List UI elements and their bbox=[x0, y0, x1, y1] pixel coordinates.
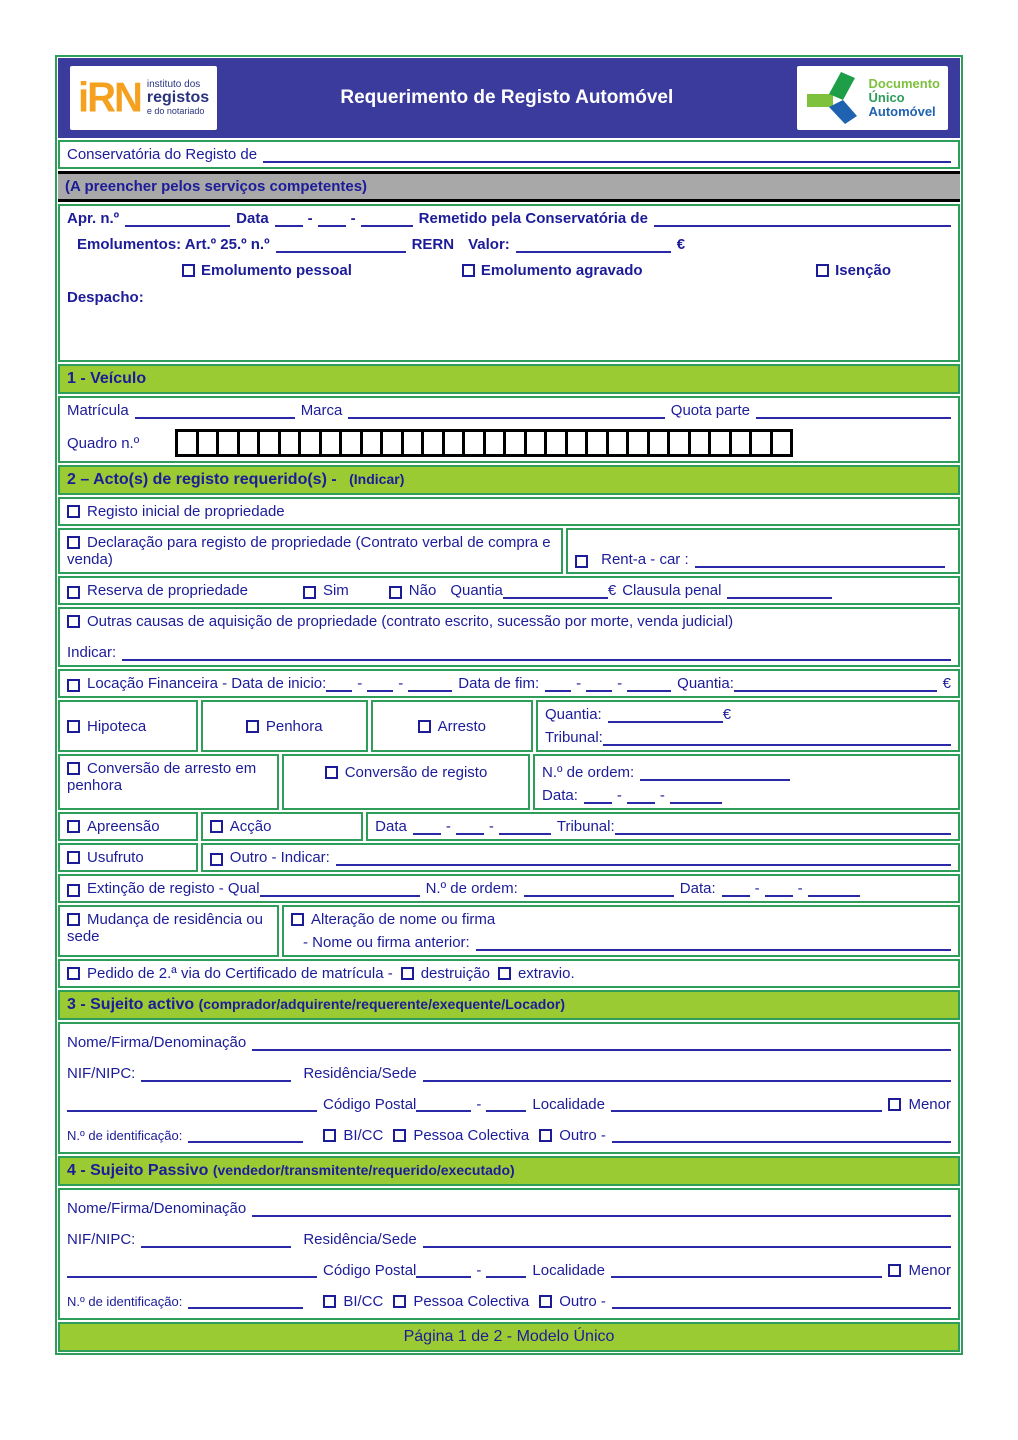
quadro-cell[interactable] bbox=[178, 432, 196, 454]
quadro-cell[interactable] bbox=[342, 432, 360, 454]
services-bar: (A preencher pelos serviços competentes) bbox=[58, 171, 960, 202]
hipoteca-tribunal-field[interactable] bbox=[603, 731, 951, 746]
destruicao-checkbox[interactable] bbox=[401, 967, 414, 980]
section1-title: 1 - Veículo bbox=[67, 370, 147, 387]
euro-sign: € bbox=[722, 706, 732, 723]
registo-inicial-row bbox=[58, 497, 960, 526]
hipoteca-row bbox=[58, 700, 960, 752]
emolumentos-num-field[interactable] bbox=[276, 238, 406, 253]
num-ordem-field[interactable] bbox=[640, 766, 790, 781]
quadro-cell[interactable] bbox=[424, 432, 442, 454]
passivo-bicc-checkbox[interactable] bbox=[323, 1295, 336, 1308]
extincao-data-ano-field[interactable] bbox=[808, 882, 860, 897]
quadro-cell[interactable] bbox=[219, 432, 237, 454]
outro-cell bbox=[201, 843, 960, 872]
reserva-quantia-label: Quantia bbox=[450, 582, 503, 599]
conservatoria-field[interactable] bbox=[263, 148, 951, 163]
activo-outro-label: Outro - bbox=[559, 1127, 606, 1144]
declaracao-label: Declaração para registo de propriedade (Contrato verbal de compra e venda) bbox=[67, 534, 551, 568]
num-ordem-label: N.º de ordem: bbox=[542, 764, 635, 781]
activo-nome-label: Nome/Firma/Denominação bbox=[67, 1034, 247, 1051]
passivo-outro-checkbox[interactable] bbox=[539, 1295, 552, 1308]
sujeito-passivo-box bbox=[58, 1188, 960, 1320]
alteracao-cell bbox=[282, 905, 960, 957]
reserva-row bbox=[58, 576, 960, 605]
dua-logo-text bbox=[869, 77, 941, 120]
dash: - bbox=[398, 675, 404, 692]
extincao-data-label: Data: bbox=[679, 880, 716, 897]
emolumento-pessoal-label: Emolumento pessoal bbox=[201, 262, 352, 279]
alteracao-checkbox[interactable] bbox=[291, 913, 304, 926]
sujeito-activo-box bbox=[58, 1022, 960, 1154]
conversao-registo-label: Conversão de registo bbox=[344, 764, 488, 781]
quadro-grid bbox=[175, 429, 793, 457]
outras-causas-checkbox[interactable] bbox=[67, 615, 80, 628]
section2-note: (Indicar) bbox=[349, 471, 405, 487]
quota-parte-field[interactable] bbox=[756, 404, 951, 419]
extravio-label: extravio. bbox=[517, 965, 575, 982]
conversao-data-ano-field[interactable] bbox=[670, 789, 722, 804]
hipoteca-checkbox[interactable] bbox=[67, 720, 80, 733]
rentacar-field[interactable] bbox=[695, 553, 945, 568]
passivo-cp1-field[interactable] bbox=[416, 1263, 471, 1278]
accao-label: Acção bbox=[229, 818, 272, 835]
extincao-num-ordem-field[interactable] bbox=[524, 882, 674, 897]
hipoteca-label: Hipoteca bbox=[87, 717, 147, 735]
activo-menor-checkbox[interactable] bbox=[888, 1098, 901, 1111]
extincao-data-dia-field[interactable] bbox=[722, 882, 750, 897]
despacho-label: Despacho: bbox=[67, 289, 144, 306]
reserva-checkbox[interactable] bbox=[67, 586, 80, 599]
passivo-outro-field[interactable] bbox=[612, 1294, 951, 1309]
dash: - bbox=[445, 818, 451, 835]
passivo-nif-field[interactable] bbox=[141, 1233, 291, 1248]
passivo-cp2-field[interactable] bbox=[486, 1263, 526, 1278]
irn-logo bbox=[70, 66, 217, 130]
apreensao-checkbox[interactable] bbox=[67, 820, 80, 833]
section2-header bbox=[58, 465, 960, 495]
apr-label: Apr. n.º bbox=[67, 210, 120, 227]
quadro-cell[interactable] bbox=[506, 432, 524, 454]
pedido-2via-checkbox[interactable] bbox=[67, 967, 80, 980]
conservatoria-label: Conservatória do Registo de bbox=[67, 146, 258, 163]
accao-checkbox[interactable] bbox=[210, 820, 223, 833]
locacao-fim-dia-field[interactable] bbox=[545, 677, 571, 692]
passivo-nif-label: NIF/NIPC: bbox=[67, 1231, 136, 1248]
quadro-cell[interactable] bbox=[240, 432, 258, 454]
emolumento-pessoal-checkbox[interactable] bbox=[182, 264, 195, 277]
clausula-field[interactable] bbox=[727, 584, 832, 599]
dash: - bbox=[307, 210, 313, 227]
reserva-label: Reserva de propriedade bbox=[87, 582, 248, 599]
activo-cp2-field[interactable] bbox=[486, 1097, 526, 1112]
activo-residencia2-field[interactable] bbox=[67, 1097, 317, 1112]
dua-road-icon bbox=[805, 70, 863, 126]
euro-sign: € bbox=[607, 582, 617, 599]
irn-logo-line2: registos bbox=[146, 89, 210, 107]
quadro-cell[interactable] bbox=[629, 432, 647, 454]
quadro-cell[interactable] bbox=[383, 432, 401, 454]
apreensao-tribunal-label: Tribunal: bbox=[556, 818, 615, 835]
quadro-cell[interactable] bbox=[732, 432, 750, 454]
valor-label: Valor: bbox=[468, 236, 510, 253]
dash: - bbox=[576, 675, 582, 692]
indicar-field[interactable] bbox=[122, 646, 951, 661]
hipoteca-quantia-field[interactable] bbox=[608, 708, 723, 723]
nome-anterior-field[interactable] bbox=[476, 936, 951, 951]
apreensao-cell bbox=[58, 812, 198, 841]
activo-nif-field[interactable] bbox=[141, 1067, 291, 1082]
form-frame bbox=[55, 55, 963, 1355]
quadro-cell[interactable] bbox=[711, 432, 729, 454]
marca-field[interactable] bbox=[348, 404, 664, 419]
veiculo-box bbox=[58, 396, 960, 463]
irn-logo-line3: e do notariado bbox=[146, 105, 205, 116]
alteracao-label: Alteração de nome ou firma bbox=[310, 911, 496, 928]
mudanca-label: Mudança de residência ou sede bbox=[67, 911, 263, 945]
quadro-cell[interactable] bbox=[650, 432, 668, 454]
apreensao-data-mes-field[interactable] bbox=[456, 820, 484, 835]
data-month-field[interactable] bbox=[318, 212, 346, 227]
quadro-cell[interactable] bbox=[301, 432, 319, 454]
form-title: Requerimento de Registo Automóvel bbox=[340, 87, 674, 108]
quadro-cell[interactable] bbox=[281, 432, 299, 454]
passivo-menor-checkbox[interactable] bbox=[888, 1264, 901, 1277]
quadro-cell[interactable] bbox=[609, 432, 627, 454]
outras-causas-row bbox=[58, 607, 960, 667]
passivo-residencia-label: Residência/Sede bbox=[303, 1231, 417, 1248]
apreensao-label: Apreensão bbox=[87, 818, 160, 835]
dash: - bbox=[357, 675, 363, 692]
emolumentos-label: Emolumentos: Art.º 25.º n.º bbox=[77, 236, 270, 253]
passivo-pessoa-label: Pessoa Colectiva bbox=[413, 1293, 530, 1310]
quadro-cell[interactable] bbox=[322, 432, 340, 454]
section3-title: 3 - Sujeito activo bbox=[67, 996, 195, 1013]
dash: - bbox=[476, 1262, 482, 1279]
quadro-cell[interactable] bbox=[445, 432, 463, 454]
extincao-qual-field[interactable] bbox=[260, 882, 420, 897]
activo-outro-field[interactable] bbox=[612, 1128, 951, 1143]
outro-label: Outro - Indicar: bbox=[229, 849, 330, 866]
quota-parte-label: Quota parte bbox=[670, 402, 750, 419]
passivo-outro-label: Outro - bbox=[559, 1293, 606, 1310]
outro-checkbox[interactable] bbox=[210, 853, 223, 866]
section3-header bbox=[58, 990, 960, 1020]
activo-residencia-label: Residência/Sede bbox=[303, 1065, 417, 1082]
dua-logo-line2: Único bbox=[868, 89, 905, 105]
apreensao-row bbox=[58, 812, 960, 841]
conversao-arresto-checkbox[interactable] bbox=[67, 762, 80, 775]
locacao-quantia-label: Quantia: bbox=[677, 675, 734, 692]
conversao-data-mes-field[interactable] bbox=[627, 789, 655, 804]
quadro-cell[interactable] bbox=[363, 432, 381, 454]
locacao-fim-mes-field[interactable] bbox=[586, 677, 612, 692]
activo-cp-label: Código Postal bbox=[323, 1096, 417, 1113]
arresto-cell bbox=[371, 700, 533, 752]
quadro-cell[interactable] bbox=[199, 432, 217, 454]
conversao-registo-checkbox[interactable] bbox=[325, 766, 338, 779]
matricula-label: Matrícula bbox=[67, 402, 129, 419]
reserva-nao-label: Não bbox=[408, 582, 437, 599]
passivo-localidade-label: Localidade bbox=[532, 1262, 605, 1279]
usufruto-row bbox=[58, 843, 960, 872]
destruicao-label: destruição bbox=[420, 965, 490, 982]
conversao-data-label: Data: bbox=[542, 787, 578, 804]
form-header bbox=[58, 58, 960, 138]
activo-localidade-label: Localidade bbox=[532, 1096, 605, 1113]
passivo-cp-label: Código Postal bbox=[323, 1262, 417, 1279]
extincao-label: Extinção de registo - Qual bbox=[87, 880, 260, 897]
emolumento-agravado-label: Emolumento agravado bbox=[480, 262, 643, 279]
locacao-inicio-ano-field[interactable] bbox=[408, 677, 452, 692]
section1-header bbox=[58, 364, 960, 394]
activo-bicc-label: BI/CC bbox=[343, 1127, 384, 1144]
dash: - bbox=[616, 787, 622, 804]
reserva-sim-label: Sim bbox=[322, 582, 349, 599]
activo-bicc-checkbox[interactable] bbox=[323, 1129, 336, 1142]
locacao-row bbox=[58, 669, 960, 698]
penhora-cell bbox=[201, 700, 368, 752]
data-fim-label: Data de fim: bbox=[458, 675, 540, 692]
quadro-cell[interactable] bbox=[670, 432, 688, 454]
arresto-checkbox[interactable] bbox=[418, 720, 431, 733]
quadro-cell[interactable] bbox=[547, 432, 565, 454]
activo-menor-label: Menor bbox=[908, 1096, 951, 1113]
arresto-label: Arresto bbox=[437, 717, 487, 735]
apreensao-detail-cell bbox=[366, 812, 960, 841]
section4-header bbox=[58, 1156, 960, 1186]
registo-inicial-label: Registo inicial de propriedade bbox=[87, 503, 285, 520]
extravio-checkbox[interactable] bbox=[498, 967, 511, 980]
quadro-cell[interactable] bbox=[260, 432, 278, 454]
registo-inicial-checkbox[interactable] bbox=[67, 505, 80, 518]
page-footer: Página 1 de 2 - Modelo Único bbox=[58, 1322, 960, 1352]
penhora-label: Penhora bbox=[265, 717, 323, 735]
quadro-cell[interactable] bbox=[773, 432, 791, 454]
reserva-sim-checkbox[interactable] bbox=[303, 586, 316, 599]
penhora-checkbox[interactable] bbox=[246, 720, 259, 733]
conservatoria-row bbox=[58, 140, 960, 169]
activo-nid-field[interactable] bbox=[188, 1128, 303, 1143]
conversao-data-dia-field[interactable] bbox=[584, 789, 612, 804]
section4-title: 4 - Sujeito Passivo bbox=[67, 1162, 209, 1179]
quadro-cell[interactable] bbox=[568, 432, 586, 454]
locacao-label: Locação Financeira - Data de inicio: bbox=[87, 675, 327, 692]
activo-nome-field[interactable] bbox=[252, 1036, 951, 1051]
extincao-checkbox[interactable] bbox=[67, 884, 80, 897]
apr-field[interactable] bbox=[125, 212, 230, 227]
mudanca-checkbox[interactable] bbox=[67, 913, 80, 926]
section2-title: 2 – Acto(s) de registo requerido(s) - bbox=[67, 471, 337, 488]
dash: - bbox=[659, 787, 665, 804]
section4-subtitle: (vendedor/transmitente/requerido/executado) bbox=[212, 1162, 515, 1178]
conversao-arresto-cell bbox=[58, 754, 279, 810]
passivo-nome-field[interactable] bbox=[252, 1202, 951, 1217]
dua-logo-line3: Automóvel bbox=[868, 104, 936, 120]
activo-outro-checkbox[interactable] bbox=[539, 1129, 552, 1142]
apreensao-tribunal-field[interactable] bbox=[615, 820, 951, 835]
quadro-cell[interactable] bbox=[465, 432, 483, 454]
passivo-residencia2-field[interactable] bbox=[67, 1263, 317, 1278]
dash: - bbox=[797, 880, 803, 897]
locacao-fim-ano-field[interactable] bbox=[627, 677, 671, 692]
passivo-bicc-label: BI/CC bbox=[343, 1293, 384, 1310]
irn-logo-text bbox=[147, 80, 209, 117]
dua-logo bbox=[797, 66, 949, 130]
valor-field[interactable] bbox=[516, 238, 671, 253]
passivo-localidade-field[interactable] bbox=[611, 1263, 883, 1278]
mudanca-cell bbox=[58, 905, 279, 957]
marca-label: Marca bbox=[300, 402, 343, 419]
data-year-field[interactable] bbox=[361, 212, 413, 227]
hipoteca-quantia-label: Quantia: bbox=[545, 706, 602, 723]
passivo-nid-field[interactable] bbox=[188, 1294, 303, 1309]
extincao-data-mes-field[interactable] bbox=[765, 882, 793, 897]
quadro-cell[interactable] bbox=[527, 432, 545, 454]
quadro-cell[interactable] bbox=[588, 432, 606, 454]
passivo-menor-label: Menor bbox=[908, 1262, 951, 1279]
activo-localidade-field[interactable] bbox=[611, 1097, 883, 1112]
rentacar-cell bbox=[566, 528, 960, 574]
data-label: Data bbox=[236, 210, 269, 227]
irn-logo-line1: instituto dos bbox=[146, 78, 201, 90]
conversao-registo-cell bbox=[282, 754, 530, 810]
passivo-nome-label: Nome/Firma/Denominação bbox=[67, 1200, 247, 1217]
locacao-inicio-mes-field[interactable] bbox=[367, 677, 393, 692]
locacao-inicio-dia-field[interactable] bbox=[326, 677, 352, 692]
data-day-field[interactable] bbox=[275, 212, 303, 227]
quadro-cell[interactable] bbox=[691, 432, 709, 454]
hipoteca-cell bbox=[58, 700, 198, 752]
conversao-arresto-label: Conversão de arresto em penhora bbox=[67, 760, 257, 794]
services-box bbox=[58, 204, 960, 362]
quadro-label: Quadro n.º bbox=[67, 434, 140, 452]
pedido-2via-label: Pedido de 2.ª via do Certificado de matrícula - bbox=[87, 965, 393, 982]
irn-logo-icon: iRN bbox=[78, 74, 141, 122]
section3-subtitle: (comprador/adquirente/requerente/exequente/Locador) bbox=[198, 996, 565, 1012]
declaracao-checkbox[interactable] bbox=[67, 536, 80, 549]
reserva-nao-checkbox[interactable] bbox=[389, 586, 402, 599]
remetido-field[interactable] bbox=[654, 212, 951, 227]
euro-sign: € bbox=[942, 675, 951, 692]
passivo-pessoa-checkbox[interactable] bbox=[393, 1295, 406, 1308]
activo-residencia-field[interactable] bbox=[423, 1067, 951, 1082]
emolumento-agravado-checkbox[interactable] bbox=[462, 264, 475, 277]
dua-logo-line1: Documento bbox=[868, 75, 940, 91]
euro-sign: € bbox=[676, 236, 686, 253]
extincao-num-ordem-label: N.º de ordem: bbox=[425, 880, 518, 897]
isencao-label: Isenção bbox=[835, 262, 891, 279]
dash: - bbox=[488, 818, 494, 835]
usufruto-checkbox[interactable] bbox=[67, 851, 80, 864]
accao-cell bbox=[201, 812, 363, 841]
pedido-2via-row bbox=[58, 959, 960, 988]
quadro-cell[interactable] bbox=[486, 432, 504, 454]
dash: - bbox=[754, 880, 760, 897]
indicar-label: Indicar: bbox=[67, 644, 117, 661]
declaracao-cell bbox=[58, 528, 563, 574]
rentacar-checkbox[interactable] bbox=[575, 555, 588, 568]
dash: - bbox=[617, 675, 623, 692]
dash: - bbox=[476, 1096, 482, 1113]
quadro-cell[interactable] bbox=[752, 432, 770, 454]
conversao-row bbox=[58, 754, 960, 810]
locacao-quantia-field[interactable] bbox=[734, 677, 937, 692]
mudanca-row bbox=[58, 905, 960, 957]
activo-cp1-field[interactable] bbox=[416, 1097, 471, 1112]
activo-nid-label: N.º de identificação: bbox=[67, 1128, 183, 1143]
extincao-row bbox=[58, 874, 960, 903]
outras-causas-label: Outras causas de aquisição de propriedade (contrato escrito, sucessão por morte, venda judicial) bbox=[87, 613, 734, 630]
passivo-nid-label: N.º de identificação: bbox=[67, 1294, 183, 1309]
clausula-label: Clausula penal bbox=[622, 582, 722, 599]
apreensao-data-dia-field[interactable] bbox=[413, 820, 441, 835]
apreensao-data-label: Data bbox=[375, 818, 407, 835]
activo-nif-label: NIF/NIPC: bbox=[67, 1065, 136, 1082]
nome-anterior-label: - Nome ou firma anterior: bbox=[302, 934, 470, 951]
conversao-detail-cell bbox=[533, 754, 960, 810]
quadro-cell[interactable] bbox=[404, 432, 422, 454]
locacao-checkbox[interactable] bbox=[67, 679, 80, 692]
reserva-quantia-field[interactable] bbox=[503, 584, 608, 599]
matricula-field[interactable] bbox=[135, 404, 295, 419]
hipoteca-detail-cell bbox=[536, 700, 960, 752]
activo-pessoa-label: Pessoa Colectiva bbox=[413, 1127, 530, 1144]
hipoteca-tribunal-label: Tribunal: bbox=[545, 729, 603, 746]
isencao-checkbox[interactable] bbox=[816, 264, 829, 277]
usufruto-cell bbox=[58, 843, 198, 872]
activo-pessoa-checkbox[interactable] bbox=[393, 1129, 406, 1142]
rern-label: RERN bbox=[411, 236, 455, 253]
remetido-label: Remetido pela Conservatória de bbox=[418, 210, 648, 227]
usufruto-label: Usufruto bbox=[87, 849, 144, 866]
outro-field[interactable] bbox=[336, 851, 951, 866]
passivo-residencia-field[interactable] bbox=[423, 1233, 951, 1248]
declaracao-rentacar-row bbox=[58, 528, 960, 574]
dash: - bbox=[350, 210, 356, 227]
rentacar-label: Rent-a - car : bbox=[601, 551, 689, 568]
apreensao-data-ano-field[interactable] bbox=[499, 820, 551, 835]
